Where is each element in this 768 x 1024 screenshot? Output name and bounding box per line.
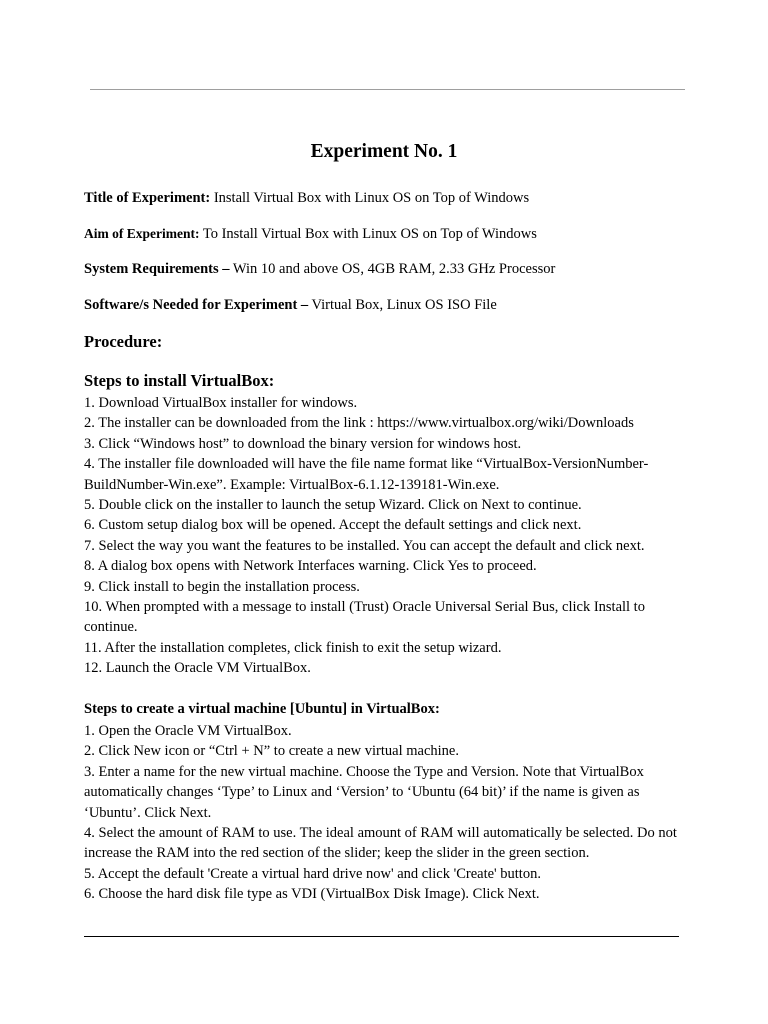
procedure-heading: Procedure: <box>84 332 163 351</box>
list-item: 3. Enter a name for the new virtual machine. Choose the Type and Version. Note that VirtualBox automatically changes ‘Type’ to Linux and ‘Version’ to ‘Ubuntu (64 bit)’ if the name is given as ‘Ubuntu’. Click Next. <box>84 763 644 821</box>
list-item: 3. Click “Windows host” to download the binary version for windows host. <box>84 435 522 452</box>
meta-software-needed <box>84 297 497 314</box>
meta-value: To Install Virtual Box with Linux OS on Top of Windows <box>199 226 537 242</box>
meta-value: Install Virtual Box with Linux OS on Top of Windows <box>210 190 530 206</box>
meta-system-requirements <box>84 261 555 278</box>
list-item: 6. Custom setup dialog box will be opened. Accept the default settings and click next. <box>84 517 582 534</box>
list-item: 1. Download VirtualBox installer for windows. <box>84 395 358 411</box>
list-item: 1. Open the Oracle VM VirtualBox. <box>84 723 292 739</box>
meta-value: Win 10 and above OS, 4GB RAM, 2.33 GHz Processor <box>229 261 556 277</box>
list-item: 2. The installer can be downloaded from the link : https://www.virtualbox.org/wiki/Downloads <box>84 415 634 432</box>
list-item: 12. Launch the Oracle VM VirtualBox. <box>84 660 311 677</box>
list-item: 6. Choose the hard disk file type as VDI (VirtualBox Disk Image). Click Next. <box>84 886 540 903</box>
list-item: 4. The installer file downloaded will have the file name format like “VirtualBox-VersionNumber-BuildNumber-Win.exe”. Example: VirtualBox-6.1.12-139181-Win.exe. <box>84 456 649 493</box>
meta-label: Software/s Needed for Experiment – <box>84 297 309 313</box>
install-virtualbox-heading: Steps to install VirtualBox: <box>84 371 275 390</box>
meta-value: Virtual Box, Linux OS ISO File <box>308 297 497 313</box>
meta-label: System Requirements – <box>84 261 230 277</box>
meta-title-of-experiment <box>84 190 529 207</box>
list-item: 7. Select the way you want the features to be installed. You can accept the default and click next. <box>84 537 645 554</box>
list-item: 4. Select the amount of RAM to use. The ideal amount of RAM will automatically be selected. Do not increase the RAM into the red section of the slider; keep the slider in the green section. <box>84 825 677 862</box>
meta-aim-of-experiment <box>84 226 537 243</box>
create-vm-heading: Steps to create a virtual machine [Ubuntu] in VirtualBox: <box>84 701 440 717</box>
vm-steps-list <box>84 721 684 905</box>
list-item: 2. Click New icon or “Ctrl + N” to create a new virtual machine. <box>84 743 459 760</box>
meta-label: Aim of Experiment: <box>84 226 200 241</box>
meta-label: Title of Experiment: <box>84 190 211 206</box>
header-divider <box>90 89 685 90</box>
list-item: 9. Click install to begin the installation process. <box>84 578 360 595</box>
list-item: 10. When prompted with a message to install (Trust) Oracle Universal Serial Bus, click Install to continue. <box>84 599 645 636</box>
footer-divider <box>84 936 679 937</box>
install-steps-list <box>84 393 684 679</box>
page-title: Experiment No. 1 <box>310 141 458 162</box>
list-item: 8. A dialog box opens with Network Interfaces warning. Click Yes to proceed. <box>84 558 537 575</box>
list-item: 5. Accept the default 'Create a virtual hard drive now' and click 'Create' button. <box>84 865 541 882</box>
list-item: 11. After the installation completes, click finish to exit the setup wizard. <box>84 639 502 656</box>
list-item: 5. Double click on the installer to launch the setup Wizard. Click on Next to continue. <box>84 497 582 514</box>
